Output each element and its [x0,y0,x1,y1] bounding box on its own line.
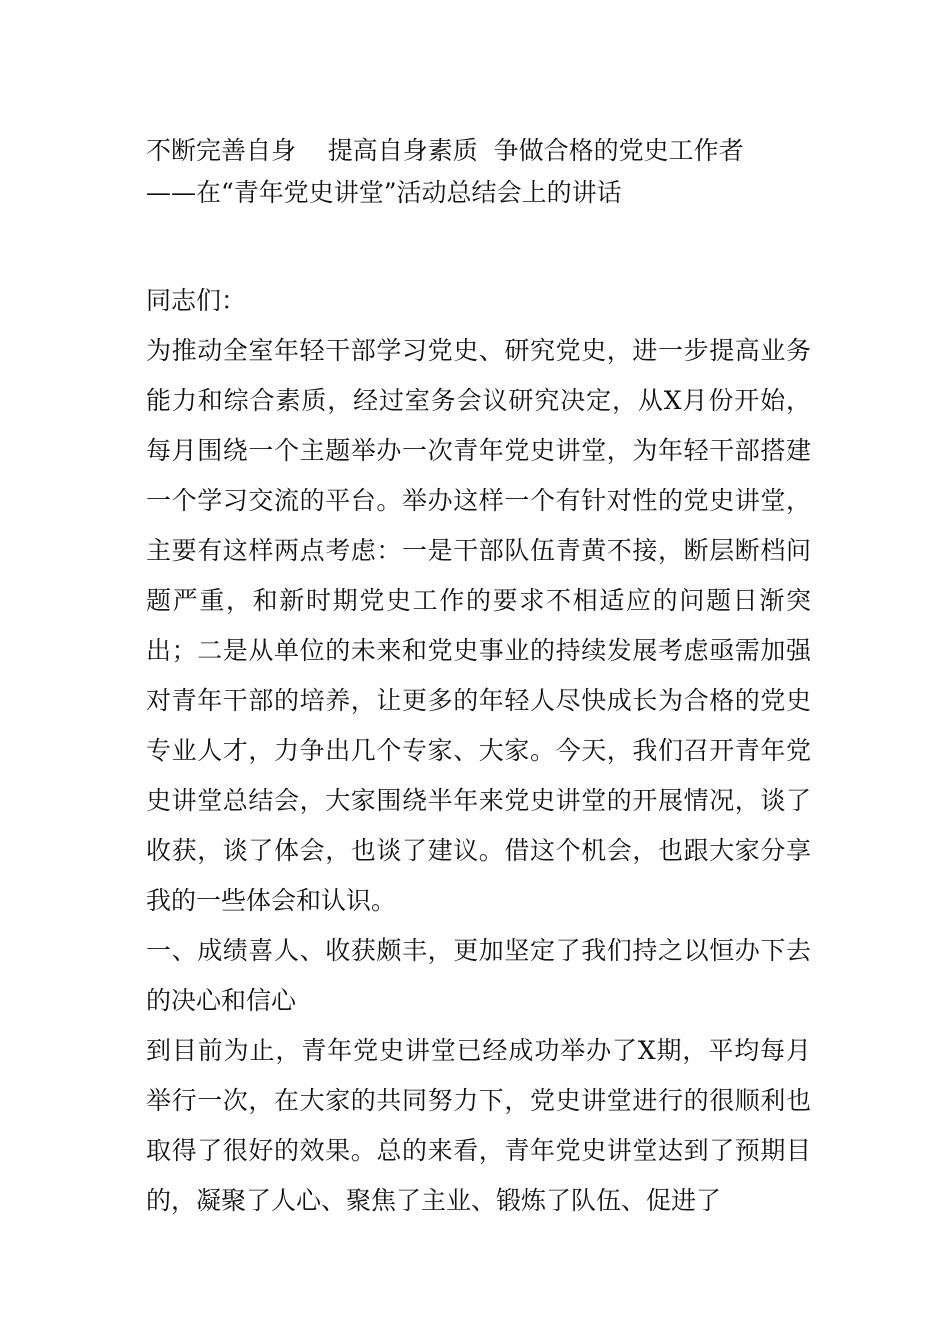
document-subtitle: ——在“青年党史讲堂”活动总结会上的讲话 [146,178,622,207]
section-heading-1: 一、成绩喜人、收获颇丰，更加坚定了我们持之以恒办下去的决心和信心 [146,936,811,1015]
salutation: 同志们： [146,286,247,315]
document-body [146,130,811,1226]
document-title: 不断完善自身 提高自身素质 争做合格的党史工作者 [146,136,744,165]
paragraph-intro: 为推动全室年轻干部学习党史、研究党史，进一步提高业务能力和综合素质，经过室务会议研究决定，从X月份开始，每月围绕一个主题举办一次青年党史讲堂，为年轻干部搭建一个学习交流的平台。举办这样一个有针对性的党史讲堂，主要有这样两点考虑：一是干部队伍青黄不接，断层断档问题严重，和新时期党史工作的要求不相适应的问题日渐突出；二是从单位的未来和党史事业的持续发展考虑亟需加强对青年干部的培养，让更多的年轻人尽快成长为合格的党史专业人才，力争出几个专家、大家。今天，我们召开青年党史讲堂总结会，大家围绕半年来党史讲堂的开展情况，谈了收获，谈了体会，也谈了建议。借这个机会，也跟大家分享我的一些体会和认识。 [146,336,811,915]
paragraph-section-1: 到目前为止，青年党史讲堂已经成功举办了X期，平均每月举行一次，在大家的共同努力下，党史讲堂进行的很顺利也取得了很好的效果。总的来看，青年党史讲堂达到了预期目的，凝聚了人心、聚焦了主业、锻炼了队伍、促进了 [146,1036,811,1215]
